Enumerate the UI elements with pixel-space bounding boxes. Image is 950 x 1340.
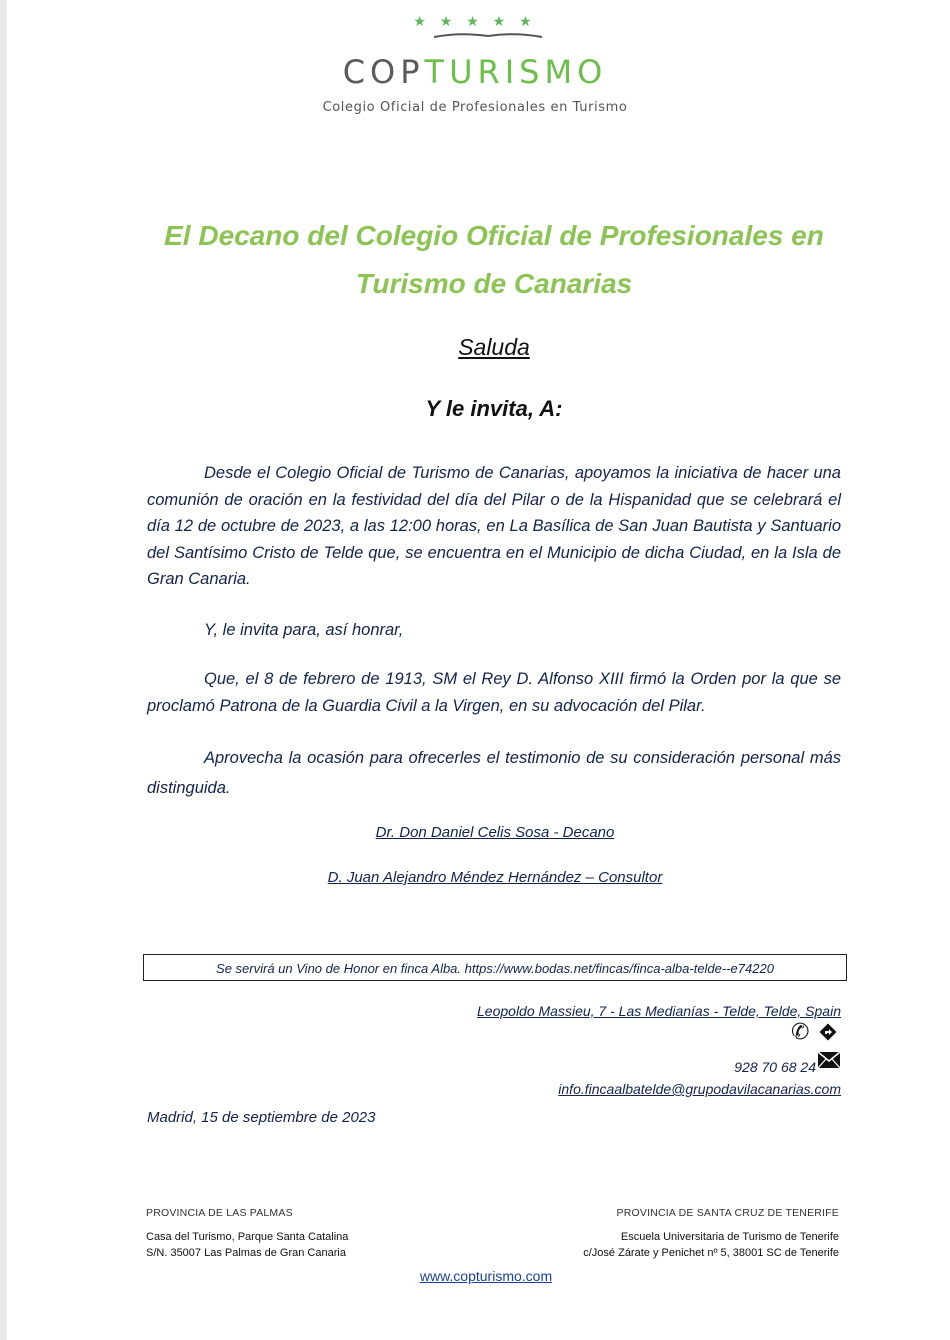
invita-heading: Y le invita, A: [425, 396, 563, 421]
footer-left-address [146, 1229, 348, 1261]
signature-consultor: D. Juan Alejandro Méndez Hernández – Consultor [327, 869, 663, 886]
phone-icon: ✆ [791, 1019, 810, 1044]
saluda-heading: Saluda [458, 334, 530, 360]
paragraph-3 [147, 666, 841, 719]
footer-right-line-2: c/José Zárate y Penichet nº 5, 38001 SC de Tenerife [583, 1247, 839, 1259]
paragraph-1 [147, 460, 841, 593]
paragraph-4-text: Aprovecha la ocasión para ofrecerles el testimonio de su consideración personal más distinguida. [147, 749, 841, 797]
letter-date: Madrid, 15 de septiembre de 2023 [147, 1109, 376, 1126]
directions-icon[interactable] [818, 1022, 838, 1042]
footer-left-line-1: Casa del Turismo, Parque Santa Catalina [146, 1231, 349, 1243]
paragraph-4 [147, 743, 841, 803]
logo-book-icon [432, 30, 544, 40]
paragraph-3-text: Que, el 8 de febrero de 1913, SM el Rey D. Alfonso XIII firmó la Orden por la que se proclamó Patrona de la Guardia Civil a la Virgen, en su advocación del Pilar. [147, 670, 841, 715]
page-edge [0, 0, 7, 1340]
website-link[interactable]: www.copturismo.com [419, 1268, 553, 1284]
venue-address-link[interactable]: Leopoldo Massieu, 7 - Las Medianías - Telde, Telde, Spain [477, 1003, 841, 1019]
footer-right-heading: PROVINCIA DE SANTA CRUZ DE TENERIFE [616, 1207, 839, 1219]
footer-right-line-1: Escuela Universitaria de Turismo de Tenerife [620, 1231, 839, 1243]
signature-decano: Dr. Don Daniel Celis Sosa - Decano [375, 824, 615, 841]
email-link[interactable]: info.fincaalbatelde@grupodavilacanarias.com [558, 1081, 841, 1097]
paragraph-1-text: Desde el Colegio Oficial de Turismo de Canarias, apoyamos la iniciativa de hacer una comunión de oración en la festividad del día del Pilar o de la Hispanidad que se celebrará el día 12 de octubre de 2023, a las 12:00 horas, en La Basílica de San Juan Bautista y Santuario del Santísimo Cristo de Telde que, se encuentra en el Municipio de dicha Ciudad, en la Isla de Gran Canaria. [147, 464, 841, 588]
title-line-2: Turismo de Canarias [355, 268, 633, 299]
footer-left-heading: PROVINCIA DE LAS PALMAS [146, 1207, 293, 1219]
footer-right-address [583, 1229, 839, 1261]
logo-brand-cop: COP [342, 53, 425, 91]
paragraph-2 [147, 617, 841, 644]
logo-tagline: Colegio Oficial de Profesionales en Turismo [322, 100, 628, 115]
logo-brand-turismo: TURISMO [424, 53, 608, 91]
phone-number[interactable]: 928 70 68 24 [734, 1059, 816, 1075]
footer-left-line-2: S/N. 35007 Las Palmas de Gran Canaria [146, 1247, 346, 1259]
wine-note-box[interactable]: Se servirá un Vino de Honor en finca Alba. https://www.bodas.net/fincas/finca-alba-telde--e74220 [143, 954, 847, 981]
paragraph-2-text: Y, le invita para, así honrar, [204, 621, 404, 639]
title-line-1: El Decano del Colegio Oficial de Profesionales en [164, 220, 824, 251]
logo-stars: ★ ★ ★ ★ ★ [413, 13, 537, 29]
mail-icon[interactable] [817, 1051, 841, 1069]
logo-brand [0, 52, 950, 92]
